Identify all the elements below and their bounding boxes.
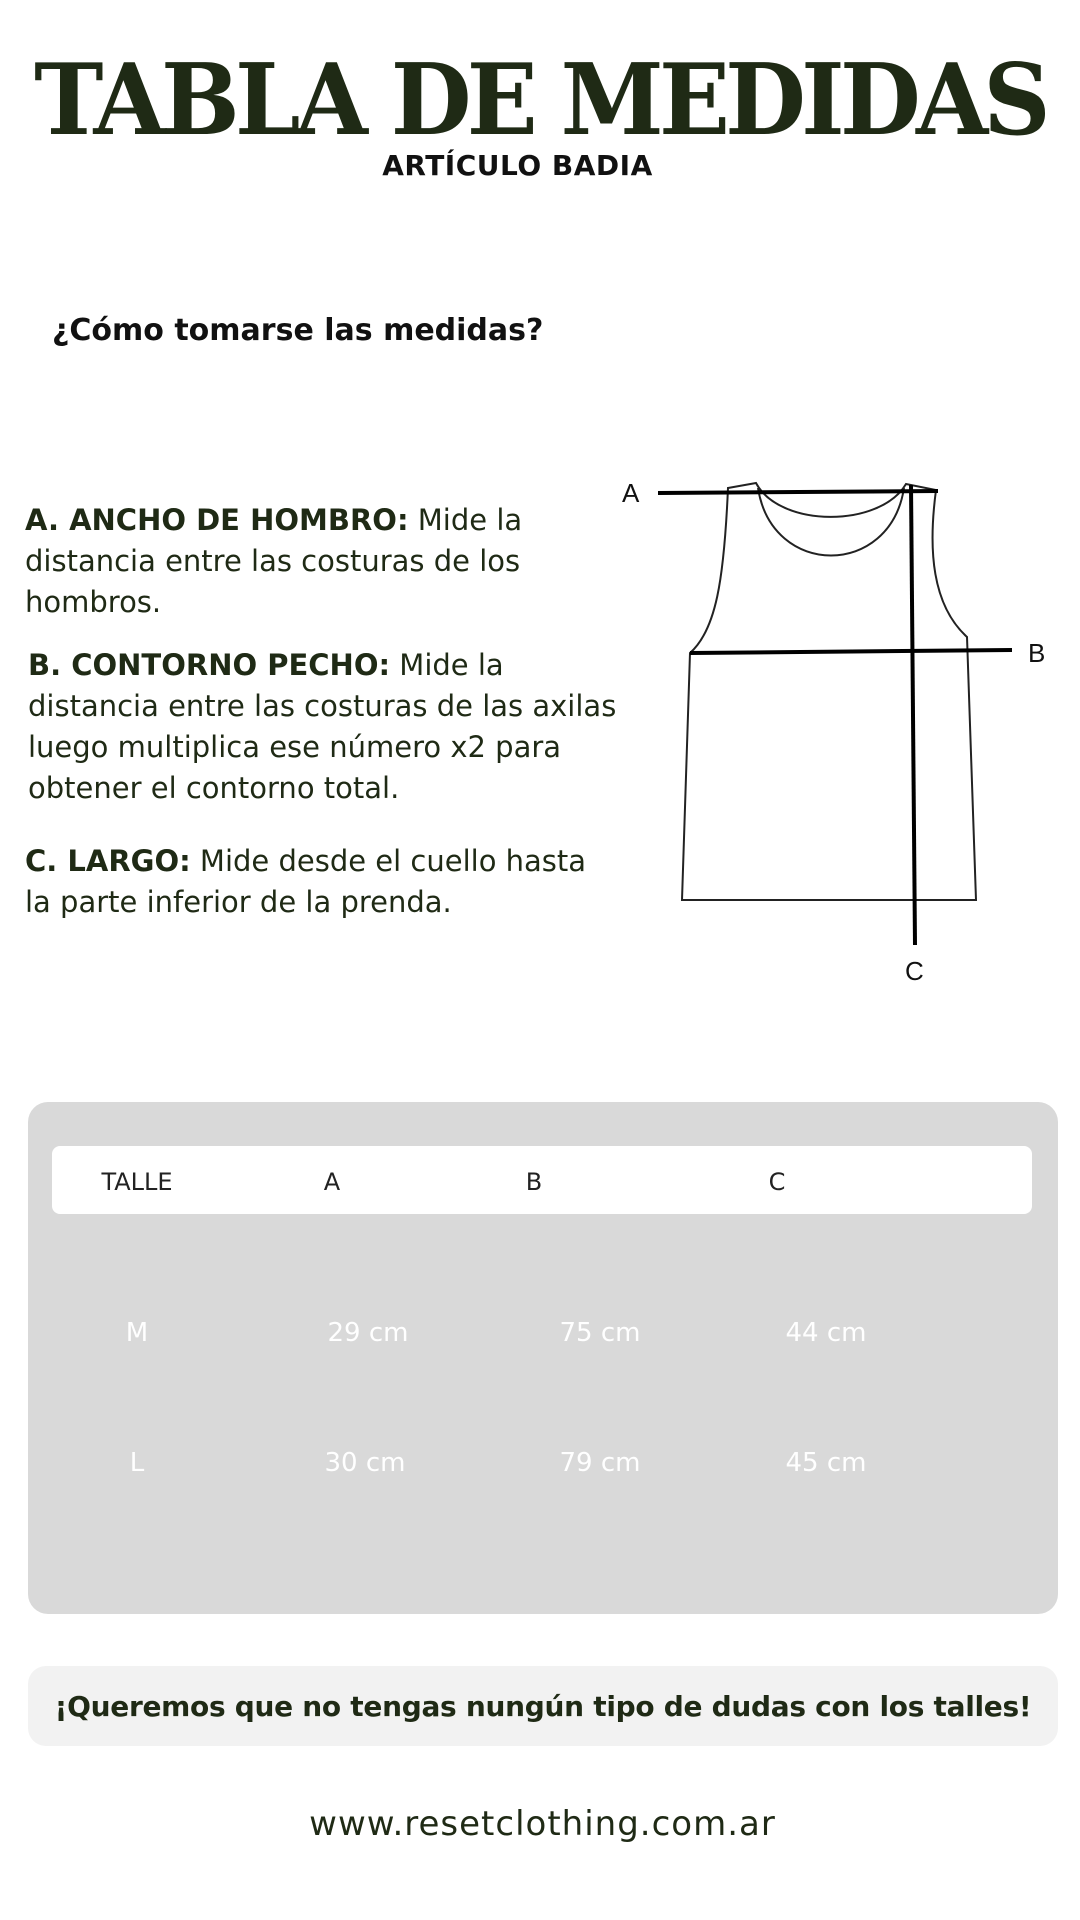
row-l-b: 79 cm xyxy=(559,1448,641,1478)
page-title: TABLA DE MEDIDAS xyxy=(34,43,1046,158)
header-a: A xyxy=(323,1168,341,1196)
header-c: C xyxy=(768,1168,786,1196)
garment-outline xyxy=(682,483,976,900)
size-table-header xyxy=(52,1146,1032,1214)
row-m-a: 29 cm xyxy=(327,1318,409,1348)
row-m-b: 75 cm xyxy=(559,1318,641,1348)
measure-line-c xyxy=(911,485,915,945)
article-subtitle: ARTÍCULO BADIA xyxy=(382,149,653,182)
instruction-text: Mide la distancia entre las costuras de los hombros. xyxy=(25,503,523,619)
row-m-c: 44 cm xyxy=(785,1318,867,1348)
size-table xyxy=(28,1102,1058,1614)
row-m-size: M xyxy=(125,1318,149,1348)
instruction-label: C. LARGO: xyxy=(25,844,191,878)
instruction-chest xyxy=(28,645,618,809)
instruction-length xyxy=(25,841,615,923)
row-l-size: L xyxy=(129,1448,145,1478)
header-talle: TALLE xyxy=(101,1168,173,1196)
row-l-a: 30 cm xyxy=(324,1448,406,1478)
instruction-shoulder-width xyxy=(25,500,585,623)
notice-text: ¡Queremos que no tengas nungún tipo de dudas con los talles! xyxy=(54,1689,1032,1723)
measure-question: ¿Cómo tomarse las medidas? xyxy=(52,313,544,348)
label-c: C xyxy=(905,956,924,986)
measure-line-a xyxy=(658,491,938,493)
measure-line-b xyxy=(690,650,1012,653)
notice-banner xyxy=(28,1666,1058,1746)
instruction-label: B. CONTORNO PECHO: xyxy=(28,648,391,682)
label-a: A xyxy=(622,478,640,508)
instruction-text: Mide desde el cuello hasta la parte inferior de la prenda. xyxy=(25,844,587,919)
header-b: B xyxy=(525,1168,543,1196)
row-l-c: 45 cm xyxy=(785,1448,867,1478)
instruction-label: A. ANCHO DE HOMBRO: xyxy=(25,503,409,537)
label-b: B xyxy=(1028,638,1046,668)
instruction-text: Mide la distancia entre las costuras de las axilas luego multiplica ese número x2 para obtener el contorno total. xyxy=(28,648,617,805)
neckline-inner xyxy=(758,488,904,556)
website-link[interactable]: www.resetclothing.com.ar xyxy=(309,1804,776,1844)
tank-top-diagram xyxy=(610,470,1070,1000)
